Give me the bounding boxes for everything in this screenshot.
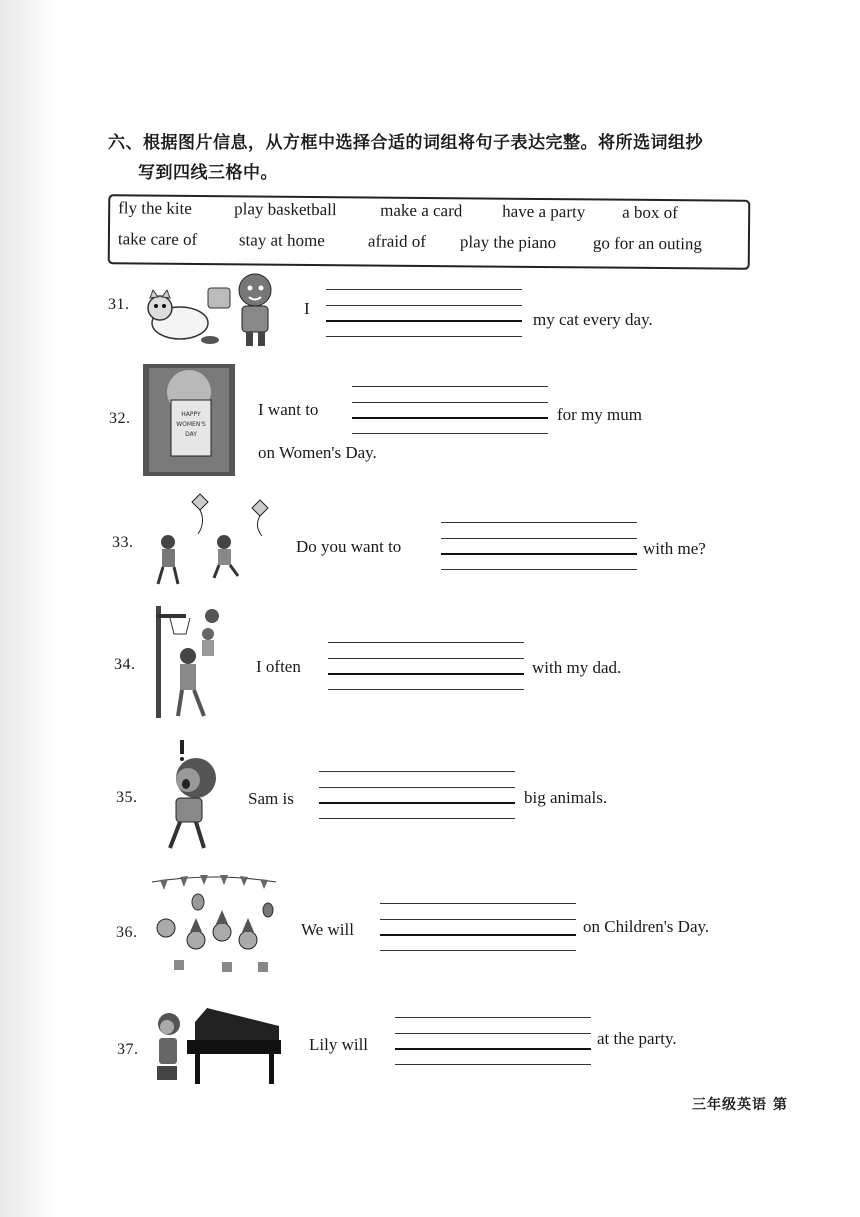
sentence-start: I — [304, 299, 310, 318]
cat-and-boy-illustration — [140, 268, 295, 350]
scared-boy-illustration — [150, 738, 230, 856]
svg-text:DAY: DAY — [185, 431, 197, 438]
answer-lines[interactable] — [441, 522, 637, 570]
kids-flying-kites-illustration — [150, 492, 275, 588]
sentence-start: I often — [256, 657, 301, 676]
answer-lines[interactable] — [319, 771, 515, 819]
sentence-start: We will — [301, 920, 354, 939]
sentence-end: with my dad. — [532, 658, 622, 677]
childrens-party-illustration — [150, 870, 278, 982]
girl-with-card-photo — [143, 364, 235, 476]
page-footer: 三年级英语 第 — [692, 1097, 788, 1113]
sentence-start: Do you want to — [296, 537, 402, 556]
sentence-start: Sam is — [248, 789, 294, 808]
question-number: 32. — [109, 410, 131, 427]
sentence-continuation: on Women's Day. — [258, 443, 377, 462]
sentence-end: for my mum — [557, 405, 642, 424]
svg-text:HAPPY: HAPPY — [181, 411, 201, 418]
answer-lines[interactable] — [352, 386, 548, 434]
word-option: take care of — [117, 229, 198, 249]
heading-line-2: 写到四线三格中。 — [138, 163, 278, 183]
answer-lines[interactable] — [380, 903, 576, 951]
heading-line-1: 六、根据图片信息，从方框中选择合适的词组将句子表达完整。将所选词组抄 — [108, 133, 703, 153]
word-option: afraid of — [367, 231, 427, 251]
sentence-start: I want to — [258, 400, 319, 419]
word-option: stay at home — [238, 230, 325, 251]
word-option: have a party — [502, 201, 586, 222]
sentence-end: big animals. — [524, 788, 608, 807]
word-option: play basketball — [234, 199, 337, 220]
word-box — [108, 194, 751, 270]
sentence-end: with me? — [643, 539, 706, 558]
question-number: 33. — [112, 534, 134, 551]
sentence-end: my cat every day. — [533, 310, 653, 329]
question-number: 35. — [116, 789, 138, 806]
sentence-end: on Children's Day. — [583, 917, 710, 936]
dad-playing-basketball-illustration — [150, 604, 230, 720]
answer-lines[interactable] — [326, 289, 522, 337]
answer-lines[interactable] — [328, 642, 524, 690]
sentence-end: at the party. — [597, 1029, 677, 1048]
word-option: make a card — [380, 200, 463, 221]
question-number: 37. — [117, 1041, 139, 1058]
word-option: play the piano — [459, 232, 557, 253]
answer-lines[interactable] — [395, 1017, 591, 1065]
section-heading — [108, 128, 768, 188]
word-option: a box of — [622, 202, 678, 223]
word-option: go for an outing — [592, 233, 703, 254]
svg-text:WOMEN'S: WOMEN'S — [176, 421, 206, 428]
scan-shadow — [0, 0, 55, 1217]
question-number: 36. — [116, 924, 138, 941]
question-number: 34. — [114, 656, 136, 673]
girl-playing-piano-illustration — [147, 1008, 283, 1088]
sentence-start: Lily will — [309, 1035, 369, 1054]
word-option: fly the kite — [118, 198, 192, 218]
question-number: 31. — [108, 296, 130, 313]
